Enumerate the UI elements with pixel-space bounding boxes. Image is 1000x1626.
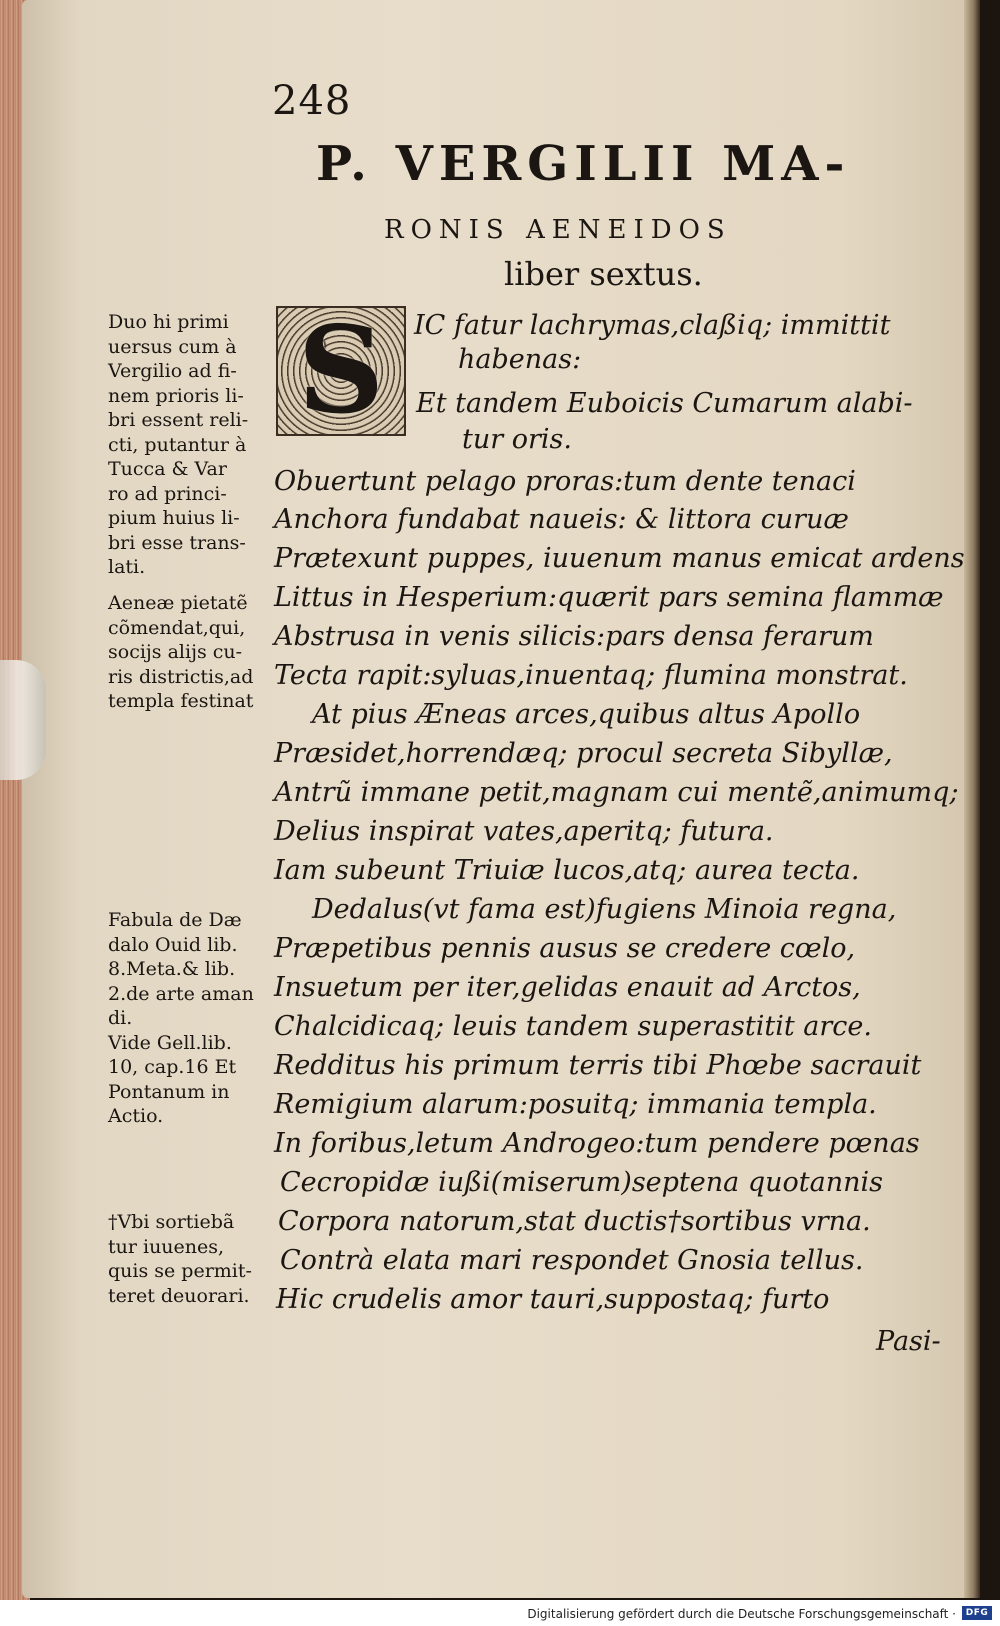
margin-note-line: 8.Meta.& lib. — [108, 958, 236, 980]
margin-note-line: ris districtis,ad — [108, 665, 254, 688]
verse-line: Præpetibus pennis ausus se credere cœlo, — [274, 933, 856, 964]
verse-line: tur oris. — [462, 424, 572, 455]
funding-credit: Digitalisierung gefördert durch die Deutsche Forschungsgemeinschaft · — [527, 1607, 956, 1621]
gutter-shadow — [964, 0, 980, 1598]
margin-note-line: ro ad princi- — [108, 482, 227, 505]
verse-line: In foribus,letum Androgeo:tum pendere pœnas — [274, 1128, 920, 1159]
verse-line: habenas: — [458, 344, 582, 375]
margin-note-line: cti, putantur à — [108, 433, 247, 456]
verse-line: Anchora fundabat naueis: & littora curuæ — [274, 504, 849, 535]
verse-line: Antrũ immane petit,magnam cui mentẽ,animumq; — [274, 777, 959, 808]
verse-line: Hic crudelis amor tauri,suppostaq; furto — [276, 1284, 830, 1315]
margin-note-1 — [108, 310, 274, 580]
margin-note-3 — [108, 908, 274, 1129]
title-line-1: P. VERGILII MA- — [316, 136, 851, 192]
verse-line: Abstrusa in venis silicis:pars densa ferarum — [274, 621, 874, 652]
verse-line: Corpora natorum,stat ductis†sortibus vrna. — [278, 1206, 871, 1237]
verse-line: Tecta rapit:syluas,inuentaq; flumina monstrat. — [274, 660, 908, 691]
verse-line: Delius inspirat vates,aperitq; futura. — [274, 816, 774, 847]
margin-note-line: cõmendat,qui, — [108, 616, 246, 639]
margin-note-line: quis se permit- — [108, 1260, 252, 1282]
decorated-initial-letter: S — [297, 300, 385, 441]
margin-note-line: templa festinat — [108, 690, 254, 712]
margin-note-line: 2.de arte aman — [108, 982, 254, 1005]
dfg-logo-text: DFG — [965, 1608, 989, 1618]
decorated-initial — [276, 300, 406, 441]
margin-note-line: Pontanum in — [108, 1080, 230, 1103]
margin-note-line: †Vbi sortiebã — [108, 1211, 235, 1233]
verse-line: Chalcidicaq; leuis tandem superastitit arce. — [274, 1011, 872, 1042]
margin-note-line: di. — [108, 1007, 133, 1029]
verse-line: Prætexunt puppes, iuuenum manus emicat ardens — [274, 543, 965, 574]
title-line-3: liber sextus. — [504, 255, 703, 293]
margin-note-line: uersus cum à — [108, 335, 237, 358]
verse-line: Remigium alarum:posuitq; immania templa. — [274, 1089, 877, 1120]
margin-note-line: dalo Ouid lib. — [108, 933, 238, 956]
margin-note-line: socijs alijs cu- — [108, 641, 243, 663]
verse-line: IC fatur lachrymas,claßiq; immittit — [414, 310, 891, 341]
dfg-logo — [962, 1606, 992, 1620]
margin-note-line: Vide Gell.lib. — [108, 1031, 232, 1054]
verse-line: Insuetum per iter,gelidas enauit ad Arctos, — [274, 972, 861, 1003]
verse-line: Contrà elata mari respondet Gnosia tellus. — [280, 1245, 864, 1276]
margin-note-line: lati. — [108, 556, 146, 578]
margin-note-line: pium huius li- — [108, 507, 240, 529]
page-number: 248 — [272, 78, 352, 124]
page-clip — [0, 660, 46, 780]
verse-line: Iam subeunt Triuiæ lucos,atq; aurea tecta. — [274, 855, 860, 886]
margin-note-line: bri esse trans- — [108, 531, 246, 554]
verse-line: Cecropidæ iußi(miserum)septena quotannis — [280, 1167, 883, 1198]
margin-note-line: Tucca & Var — [108, 458, 227, 480]
verse-line: At pius Æneas arces,quibus altus Apollo — [312, 699, 861, 730]
margin-note-line: Duo hi primi — [108, 311, 229, 333]
verse-line: Præsidet,horrendæq; procul secreta Sibyllæ, — [274, 738, 893, 769]
margin-note-line: Fabula de Dæ — [108, 909, 242, 931]
margin-note-line: teret deuorari. — [108, 1284, 250, 1307]
margin-note-line: Actio. — [108, 1105, 164, 1127]
verse-line: Obuertunt pelago proras:tum dente tenaci — [274, 466, 856, 497]
margin-note-line: Aeneæ pietatẽ — [108, 592, 248, 614]
verse-line: Et tandem Euboicis Cumarum alabi- — [416, 388, 913, 419]
margin-note-line: nem prioris li- — [108, 384, 244, 407]
verse-line: Littus in Hesperium:quærit pars semina flammæ — [274, 582, 944, 613]
catchword: Pasi- — [876, 1326, 941, 1357]
margin-note-4 — [108, 1210, 274, 1308]
margin-note-2 — [108, 591, 274, 714]
margin-note-line: Vergilio ad fi- — [108, 360, 237, 382]
margin-note-line: tur iuuenes, — [108, 1235, 225, 1258]
verse-line: Redditus his primum terris tibi Phœbe sacrauit — [274, 1050, 922, 1081]
title-line-2: RONIS AENEIDOS — [384, 215, 732, 245]
verse-line: Dedalus(vt fama est)fugiens Minoia regna, — [312, 894, 897, 925]
margin-note-line: bri essent reli- — [108, 409, 249, 431]
margin-note-line: 10, cap.16 Et — [108, 1056, 237, 1078]
